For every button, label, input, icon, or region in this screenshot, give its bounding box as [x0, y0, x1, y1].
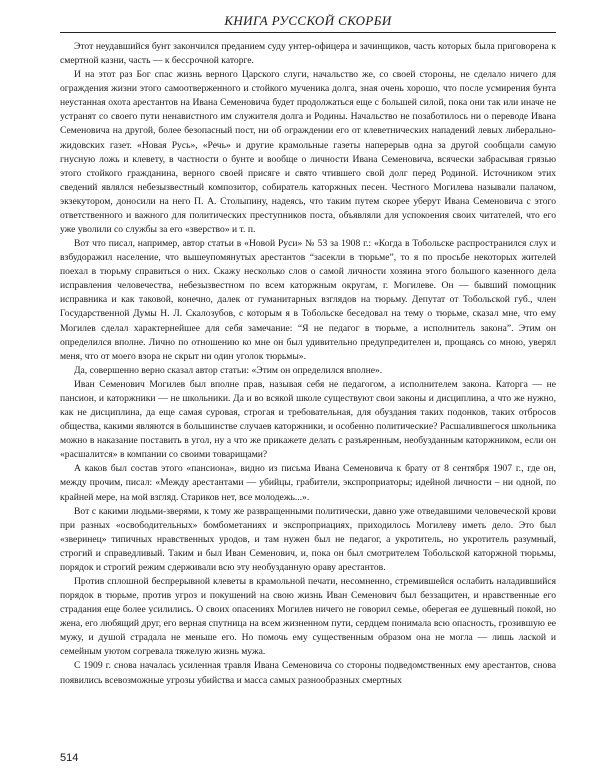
paragraph: С 1909 г. снова началась усиленная травля Ивана Семеновича со стороны подведомственных ему арестантов, снова появились всевозможные угрозы убийства и масса самых разнообразных смертных: [60, 660, 556, 686]
paragraph: Этот неудавшийся бунт закончился преданием суду унтер-офицера и зачинщиков, часть которых была приговорена к смертной казни, часть — к бессрочной каторге.: [60, 41, 556, 67]
paragraph: Вот что писал, например, автор статьи в «Новой Руси» № 53 за 1908 г.: «Когда в Тобольске распространился слух и взбудоражил население, что вышеупомянутых арестантов “засекли в тюрьме”, то я по просьбе некоторых жителей поехал в тюрьму справиться о них. Скажу несколько слов о самой личности хозяина этого большого казенного дела исправления человечества, небезызвестном по всем каторжным округам, г. Могилеве. Он — бывший помощник исправника и как таковой, конечно, далек от гуманитарных взглядов на тюрьму. Депутат от Тобольской губ., член Государственной Думы Н. Л. Скалозубов, с которым я в Тобольске беседовал на тему о тюрьме, сказал мне, что ему Могилев сделал характернейшее для себя замечание: “Я не педагог в тюрьме, а исполнитель закона”. Этим он определился вполне. Лично по отношению ко мне он был удивительно предупредителен и, прощаясь со мною, уверял меня, что от моего взора не скрыт ни один уголок тюрьмы».: [60, 238, 556, 362]
paragraph: Иван Семенович Могилев был вполне прав, называя себя не педагогом, а исполнителем закона. Каторга — не пансион, и каторжники — не школьники. Да и во всякой школе существуют свои законы и дисциплина, а что же нужно, как не дисциплина, да еще самая суровая, строгая и требовательная, для обуздания таких подонков, таких отбросов общества, какими являются в большинстве случаев каторжники, и особенно политические? Расшалившегося школьника можно в наказание поставить в угол, ну а что же прикажете делать с разъяренным, необузданным каторжником, если он «расшалится» в компании со своими товарищами?: [60, 378, 556, 461]
paragraph: Да, совершенно верно сказал автор статьи: «Этим он определился вполне».: [74, 364, 383, 376]
paragraph: А каков был состав этого «пансиона», видно из письма Ивана Семеновича к брату от 8 сентября 1907 г., где он, между прочим, писал: «Между арестантами — убийцы, грабители, экспроприаторы; идейной личности – ни одной, по крайней мере, на мой взгляд. Стариков нет, все молодежь...».: [60, 463, 556, 503]
paragraph: И на этот раз Бог спас жизнь верного Царского слуги, начальство же, со своей стороны, не сделало ничего для ограждения жизни этого самоотверженного и стойкого мученика долга, зная очень хорошо, что после усмирения бунта неустанная охота арестантов на Ивана Семеновича будет продолжаться еще с большей силой, пока они так или иначе не устранят со своего пути ненавистного им служителя долга и Родины. Начальство не позаботилось ни о переводе Ивана Семеновича на другой, более безопасный пост, ни об ограждении его от клеветнических нападений левых либерально-жидовских газет. «Новая Русь», «Речь» и другие крамольные газеты наперерыв одна за другой сообщали самую гнусную ложь и клевету, в частности о бунте и вообще о личности Ивана Семеновича, всячески забрасывая грязью этого стойкого гражданина, верного своей присяге и свято чтившего свой долг перед Родиной. Источником этих сведений являлся небезызвестный композитор, собиратель каторжных песен. Честного Могилева называли палачом, экзекутором, доносили на него П. А. Столыпину, надеясь, что таким путем скорее уберут Ивана Семеновича с этого ответственного и важного для политических преступников поста, объявляли для успокоения своих читателей, что его уже уволили со службы за его «зверство» и т. п.: [60, 69, 556, 236]
running-head-title: КНИГА РУССКОЙ СКОРБИ: [60, 12, 556, 33]
page-number: 514: [60, 752, 79, 764]
paragraph: Вот с какими людьми-зверями, к тому же развращенными политически, давно уже отведавшими человеческой крови при разных «освободительных» бомбометаниях и экспроприациях, приходилось Могилеву иметь дело. Это был «зверинец» типичных нравственных уродов, и там нужен был не педагог, а укротитель, но укротитель разумный, строгий и справедливый. Таким и был Иван Семенович, и, пока он был смотрителем Тобольской каторжной тюрьмы, порядок и строгий режим сдерживали всю эту необузданную ораву арестантов.: [60, 505, 556, 573]
paragraph: Против сплошной беспрерывной клеветы в крамольной печати, несомненно, стремившейся ослабить наладившийся порядок в тюрьме, против угроз и покушений на свою жизнь Иван Семенович был беззащитен, и нравственные его страдания еще более усилились. О своих опасениях Могилев ничего не говорил семье, оберегая ее душевный покой, но жена, его любящий друг, его верная спутница на всем жизненном пути, сердцем понимала всю опасность, грозившую ее мужу, и душой страдала не меньше его. Но помочь ему существенным образом она не могла — лишь лаской и семейным уютом согревала тяжелую жизнь мужа.: [60, 575, 556, 658]
body-text: [60, 40, 556, 688]
